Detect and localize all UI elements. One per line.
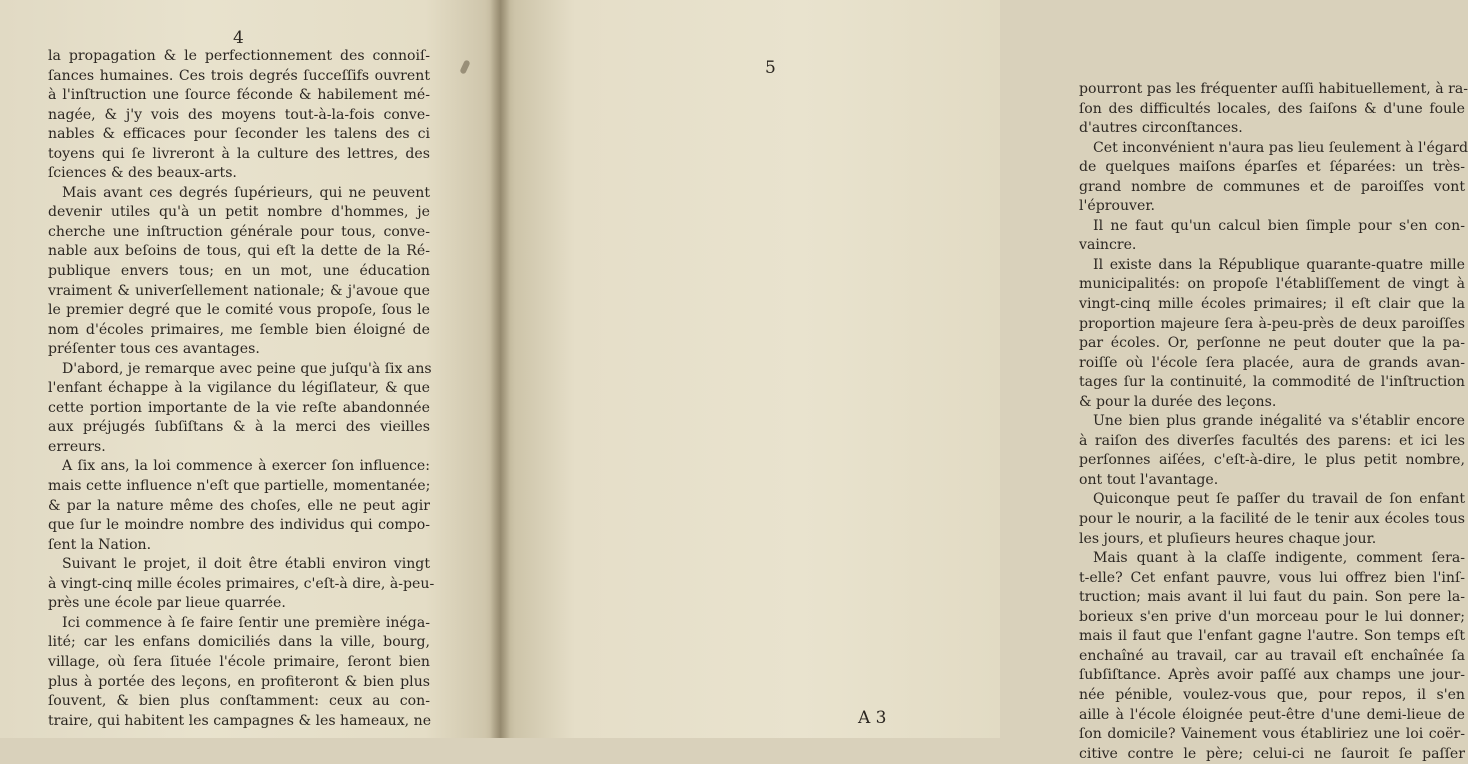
text-line: nagée, & j'y vois des moyens tout-à-la-fois conve- bbox=[48, 106, 430, 123]
text-line: lité; car les enfans domiciliés dans la ville, bourg, bbox=[48, 634, 430, 651]
text-line: Ici commence à ſe faire ſentir une première inéga- bbox=[62, 614, 430, 631]
text-line: & pour la durée des leçons. bbox=[1079, 393, 1277, 410]
text-line: préſenter tous ces avantages. bbox=[48, 341, 260, 358]
text-line: que ſur le moindre nombre des individus qui compo- bbox=[48, 517, 430, 534]
text-line: ont tout l'avantage. bbox=[1079, 471, 1219, 488]
text-line: erreurs. bbox=[48, 438, 106, 455]
text-line: Mais quant à la claſſe indigente, comment ſera- bbox=[1093, 550, 1465, 567]
text-line: A ſix ans, la loi commence à exercer ſon influence: bbox=[62, 458, 430, 475]
text-line: ſubſiſtance. Après avoir paſſé aux champs une jour- bbox=[1079, 667, 1465, 684]
text-line: & par la nature même des choſes, elle ne peut agir bbox=[48, 497, 430, 514]
text-line: l'éprouver. bbox=[1079, 198, 1156, 215]
text-line: Une bien plus grande inégalité va s'établir encore bbox=[1093, 413, 1465, 430]
text-line: Il existe dans la République quarante-quatre mille bbox=[1093, 256, 1465, 273]
text-line: ſouvent, & bien plus conſtamment: ceux au con- bbox=[48, 693, 430, 710]
text-line: cette portion importante de la vie reſte abandonnée bbox=[48, 399, 430, 416]
text-line: Mais avant ces degrés ſupérieurs, qui ne peuvent bbox=[62, 184, 430, 201]
text-line: Cet inconvénient n'aura pas lieu ſeulement à l'égard bbox=[1093, 139, 1468, 156]
text-line: ſon domicile? Vainement vous établiriez une loi coër- bbox=[1079, 726, 1465, 743]
text-line: vaincre. bbox=[1079, 237, 1137, 254]
text-line: Suivant le projet, il doit être établi environ vingt bbox=[62, 556, 430, 573]
text-line: vingt-cinq mille écoles primaires; il eſt clair que la bbox=[1079, 296, 1465, 313]
text-line: à l'inſtruction une ſource féconde & habilement mé- bbox=[48, 87, 430, 104]
text-line: la propagation & le perfectionnement des connoiſ- bbox=[48, 48, 430, 64]
text-line: citive contre le père; celui-ci ne ſauroit ſe paſſer bbox=[1079, 745, 1465, 762]
text-line: tages ſur la continuité, la commodité de l'inſtruction bbox=[1079, 374, 1465, 391]
text-line: perſonnes aiſées, c'eſt-à-dire, le plus petit nombre, bbox=[1079, 452, 1465, 469]
left-page bbox=[0, 0, 500, 738]
text-line: ſciences & des beaux-arts. bbox=[48, 165, 237, 182]
text-line: borieux s'en prive d'un morceau pour le lui donner; bbox=[1079, 608, 1465, 625]
text-line: grand nombre de communes et de paroiſſes vont bbox=[1079, 178, 1465, 195]
left-page-text bbox=[48, 47, 435, 731]
text-line: à vingt-cinq mille écoles primaires, c'eſt-à dire, à-peu- bbox=[48, 575, 435, 592]
text-line: d'autres circonſtances. bbox=[1079, 120, 1243, 137]
text-line: traire, qui habitent les campagnes & les hameaux, ne bbox=[48, 712, 432, 729]
text-line: le premier degré que le comité vous propoſe, ſous le bbox=[48, 302, 430, 319]
text-line: ſent la Nation. bbox=[48, 536, 152, 553]
text-line: nable aux beſoins de tous, qui eſt la dette de la Ré- bbox=[48, 243, 430, 260]
right-page bbox=[500, 0, 1468, 762]
text-line: toyens qui ſe livreront à la culture des lettres, des bbox=[48, 145, 430, 162]
book-gutter bbox=[490, 0, 510, 738]
right-page-text bbox=[1079, 80, 1468, 764]
text-line: à raiſon des diverſes facultés des parens: et ici les bbox=[1079, 432, 1465, 449]
text-line: les jours, et pluſieurs heures chaque jour. bbox=[1079, 530, 1377, 547]
text-line: roiſſe où l'école ſera placée, aura de grands avan- bbox=[1079, 354, 1465, 371]
text-line: pour le nourir, a la facilité de le tenir aux écoles tous bbox=[1079, 511, 1465, 528]
text-line: plus à portée des leçons, en profiteront & bien plus bbox=[48, 673, 430, 690]
text-line: proportion majeure ſera à-peu-près de deux paroiſſes bbox=[1079, 315, 1465, 332]
text-line: de quelques maiſons éparſes et ſéparées: un très- bbox=[1079, 159, 1465, 176]
text-line: aux préjugés ſubſiſtans & à la merci des vieilles bbox=[48, 419, 430, 436]
text-line: municipalités: on propoſe l'établiſſement de vingt à bbox=[1079, 276, 1465, 293]
text-line: devenir utiles qu'à un petit nombre d'hommes, je bbox=[48, 204, 430, 221]
page-number-right: 5 bbox=[765, 58, 776, 78]
text-line: Quiconque peut ſe paſſer du travail de ſon enfant bbox=[1093, 491, 1465, 508]
text-line: cherche une inſtruction générale pour tous, conve- bbox=[48, 223, 430, 240]
text-line: truction; mais avant il lui faut du pain. Son pere la- bbox=[1079, 589, 1465, 606]
text-line: aille à l'école éloignée peut-être d'une demi-lieue de bbox=[1079, 706, 1465, 723]
text-line: née pénible, voulez-vous que, pour repos, il s'en bbox=[1079, 686, 1465, 703]
text-line: ſances humaines. Ces trois degrés ſucceſſifs ouvrent bbox=[48, 67, 430, 84]
text-line: t-elle? Cet enfant pauvre, vous lui offrez bien l'inſ- bbox=[1079, 569, 1465, 586]
text-line: près une école par lieue quarrée. bbox=[48, 595, 286, 612]
text-line: l'enfant échappe à la vigilance du légiſlateur, & que bbox=[48, 380, 430, 397]
text-line: enchaîné au travail, car au travail eſt enchaînée ſa bbox=[1079, 647, 1465, 664]
text-line: par écoles. Or, perſonne ne peut douter que la pa- bbox=[1079, 335, 1465, 352]
text-line: pourront pas les fréquenter auſſi habituellement, à ra- bbox=[1079, 81, 1468, 97]
text-line: vraiment & univerſellement nationale; & j'avoue que bbox=[48, 282, 430, 299]
text-line: village, où ſera ſituée l'école primaire, ſeront bien bbox=[48, 653, 430, 670]
ink-smudge bbox=[459, 59, 470, 74]
text-line: mais il faut que l'enfant gagne l'autre. Son temps eſt bbox=[1079, 628, 1465, 645]
text-line: publique envers tous; en un mot, une éducation bbox=[48, 263, 430, 280]
text-line: D'abord, je remarque avec peine que juſqu'à ſix ans bbox=[62, 360, 432, 377]
text-line: nables & efficaces pour ſeconder les talens des ci bbox=[48, 126, 430, 143]
text-line: Il ne faut qu'un calcul bien ſimple pour s'en con- bbox=[1093, 217, 1465, 234]
signature-mark: A 3 bbox=[858, 708, 887, 728]
text-line: ſon des difficultés locales, des ſaiſons & d'une foule bbox=[1079, 100, 1465, 117]
text-line: mais cette influence n'eſt que partielle, momentanée; bbox=[48, 478, 431, 495]
text-line: nom d'écoles primaires, me ſemble bien éloigné de bbox=[48, 321, 430, 338]
page-number-left: 4 bbox=[233, 28, 244, 48]
